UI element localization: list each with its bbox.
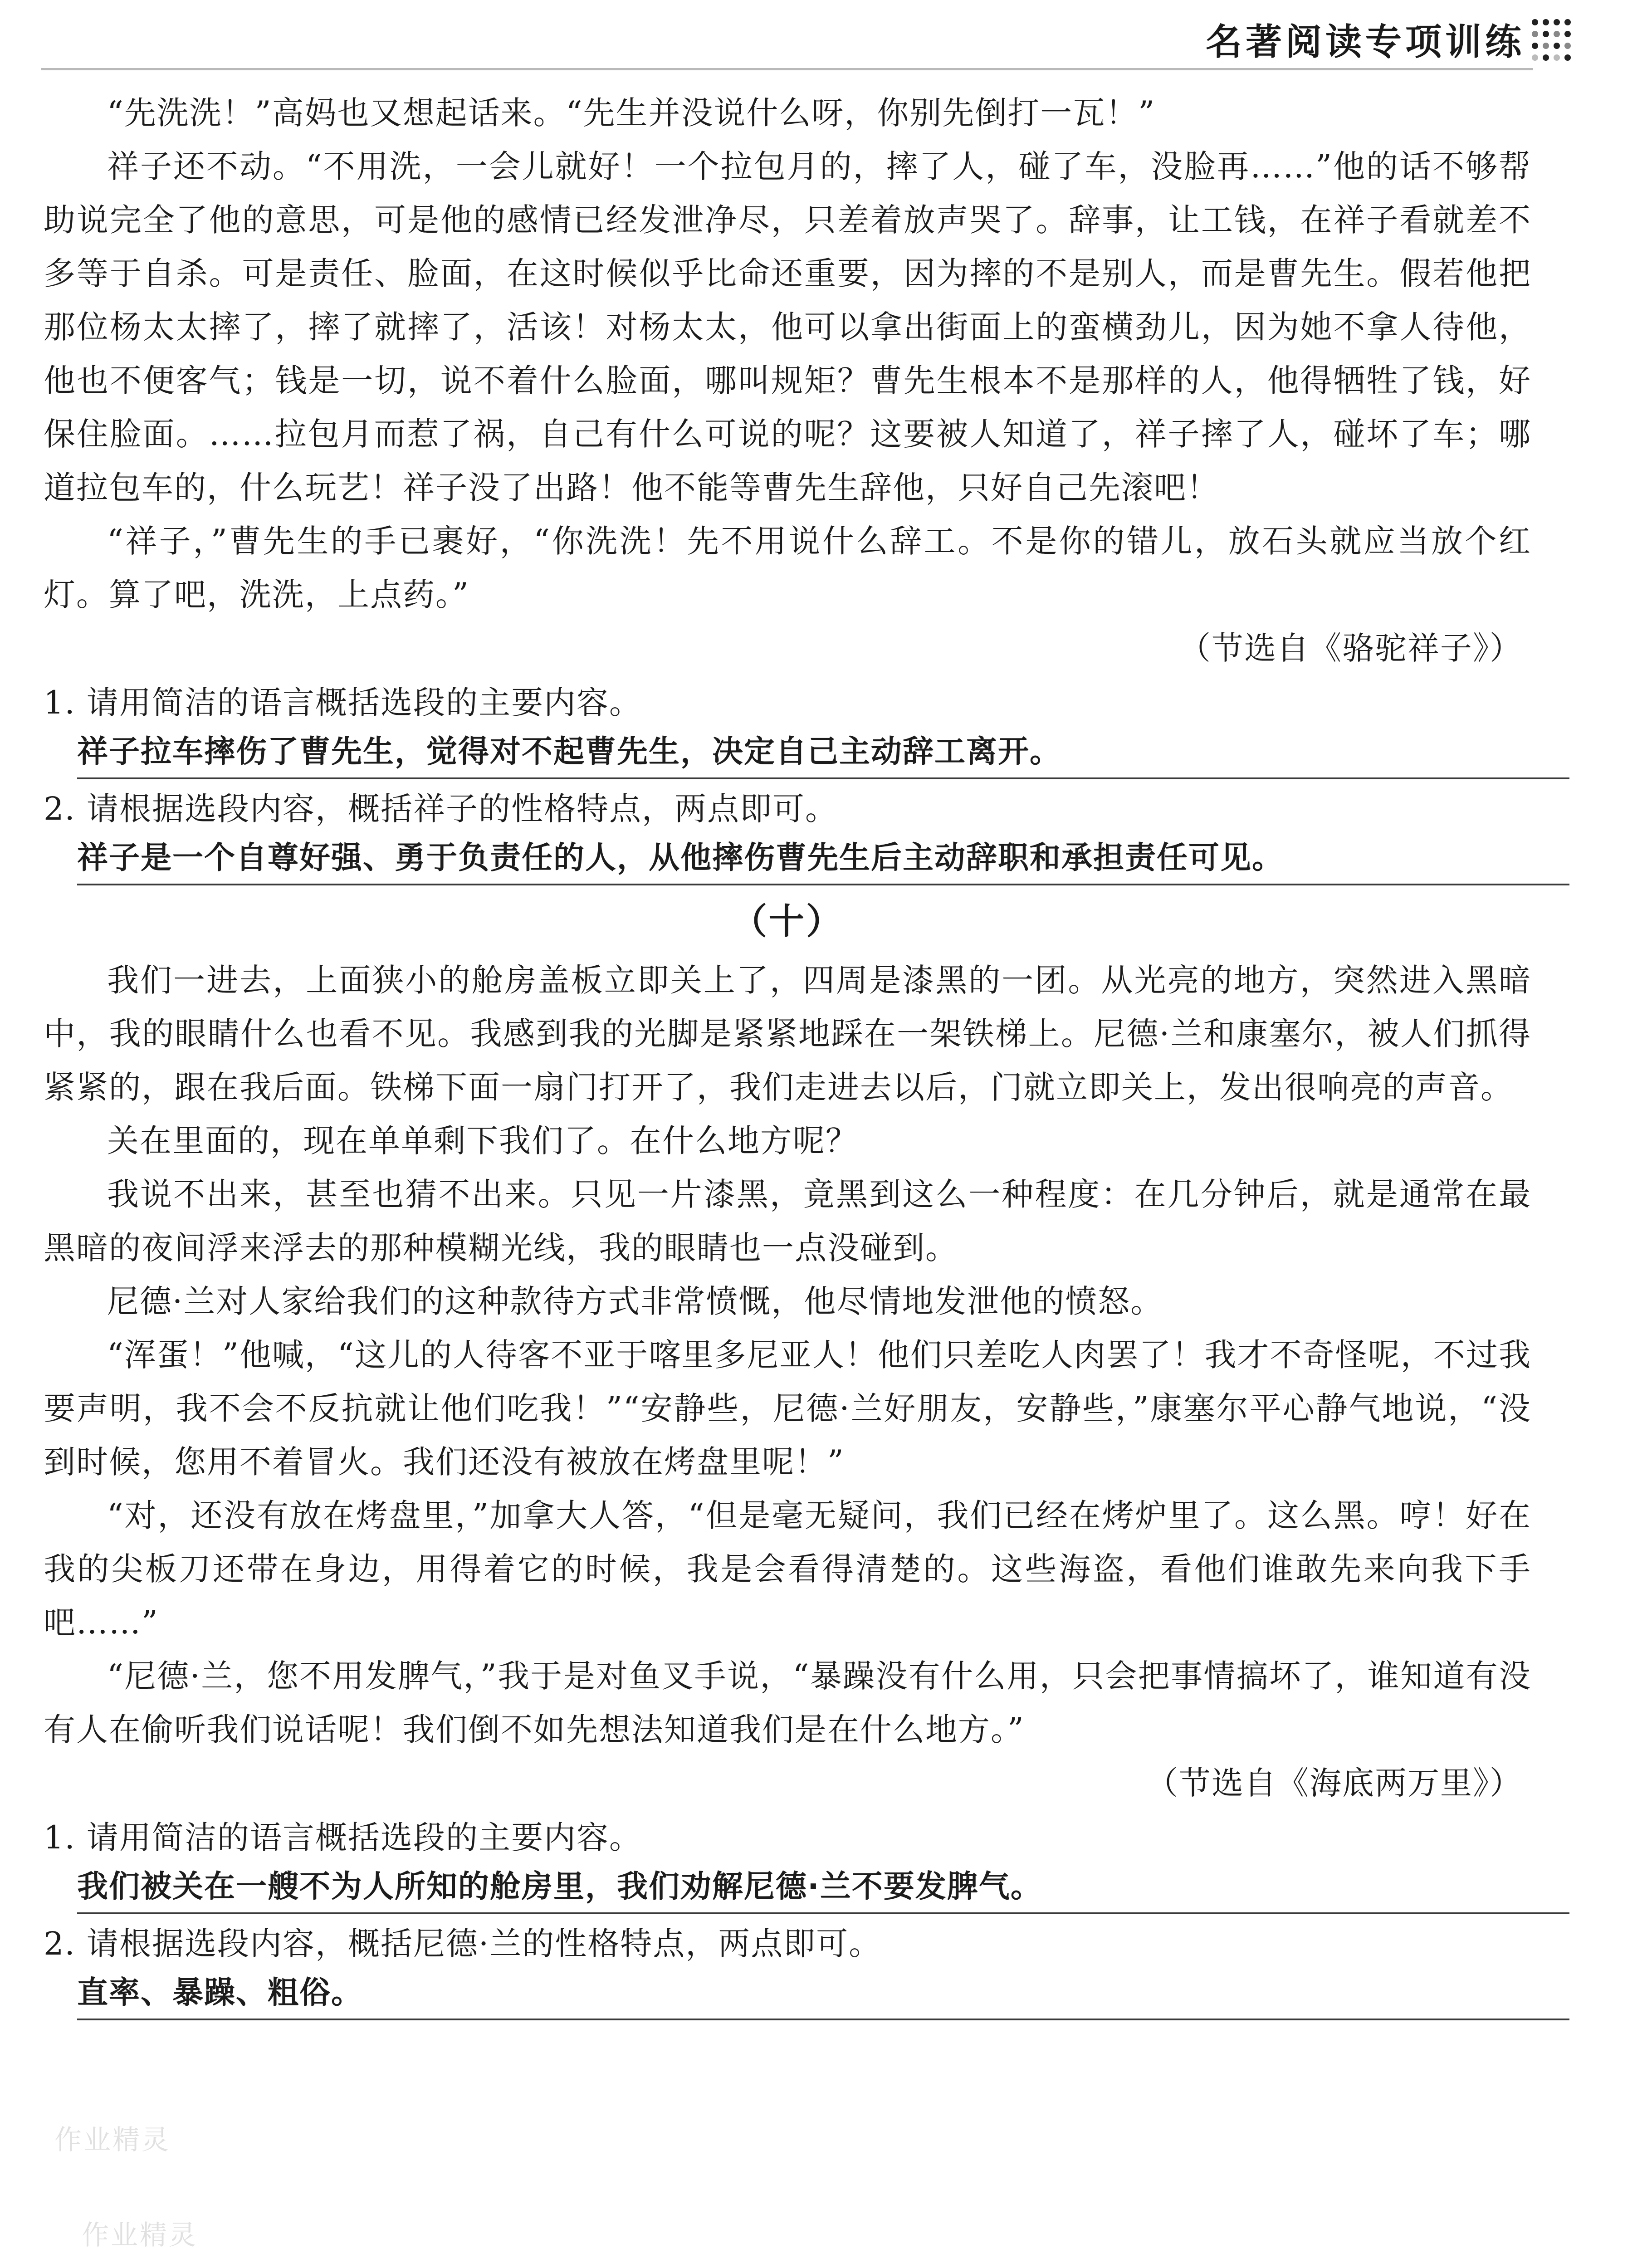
section-title: （十） [731, 901, 843, 942]
passage-paragraph: 我们一进去，上面狭小的舱房盖板立即关上了，四周是漆黑的一团。从光亮的地方，突然进入黑暗中，我的眼睛什么也看不见。我感到我的光脚是紧紧地踩在一架铁梯上。尼德·兰和康塞尔，被人们抓得紧紧的，跟在我后面。铁梯下面一扇门打开了，我们走进去以后，门就立即关上，发出很响亮的声音。 [44, 962, 1531, 1106]
passage-paragraph: “祥子，”曹先生的手已裹好，“你洗洗！先不用说什么辞工。不是你的错儿，放石头就应当放个红灯。算了吧，洗洗，上点药。” [44, 523, 1531, 613]
header-dots-icon [1530, 16, 1579, 66]
passage-source: （节选自《海底两万里》） [1146, 1765, 1522, 1802]
question-1: 1. 请用简洁的语言概括选段的主要内容。 [44, 1819, 642, 1856]
passage-paragraph: “先洗洗！”高妈也又想起话来。“先生并没说什么呀，你别先倒打一瓦！” [107, 94, 1156, 132]
content [44, 86, 1531, 2025]
passage-paragraph: 祥子还不动。“不用洗，一会儿就好！一个拉包月的，摔了人，碰了车，没脸再……”他的话不够帮助说完全了他的意思，可是他的感情已经发泄净尽，只差着放声哭了。辞事，让工钱，在祥子看就差不多等于自杀。可是责任、脸面，在这时候似乎比命还重要，因为摔的不是别人，而是曹先生。假若他把那位杨太太摔了，摔了就摔了，活该！对杨太太，他可以拿出街面上的蛮横劲儿，因为她不拿人待他，他也不便客气；钱是一切，说不着什么脸面，哪叫规矩？曹先生根本不是那样的人，他得牺牲了钱，好保住脸面。……拉包月而惹了祸，自己有什么可说的呢？这要被人知道了，祥子摔了人，碰坏了车；哪道拉包车的，什么玩艺！祥子没了出路！他不能等曹先生辞他，只好自己先滚吧！ [44, 148, 1531, 506]
passage-9 [44, 86, 1531, 885]
answer-2: 直率、暴躁、粗俗。 [77, 1969, 1569, 2020]
answer-1: 祥子拉车摔伤了曹先生，觉得对不起曹先生，决定自己主动辞工离开。 [77, 728, 1569, 779]
question-2: 2. 请根据选段内容，概括祥子的性格特点，两点即可。 [44, 790, 838, 827]
answer-1: 我们被关在一艘不为人所知的舱房里，我们劝解尼德·兰不要发脾气。 [77, 1862, 1569, 1914]
passage-source: （节选自《骆驼祥子》） [1179, 630, 1522, 667]
passage-paragraph: “尼德·兰，您不用发脾气，”我于是对鱼叉手说，“暴躁没有什么用，只会把事情搞坏了，谁知道有没有人在偷听我们说话呢！我们倒不如先想法知道我们是在什么地方。” [44, 1657, 1531, 1748]
header-title: 名著阅读专项训练 [1206, 20, 1525, 63]
passage-paragraph: “对，还没有放在烤盘里，”加拿大人答，“但是毫无疑问，我们已经在烤炉里了。这么黑。哼！好在我的尖板刀还带在身边，用得着它的时候，我是会看得清楚的。这些海盗，看他们谁敢先来向我下手吧……” [44, 1497, 1531, 1641]
passage-paragraph: 尼德·兰对人家给我们的这种款待方式非常愤慨，他尽情地发泄他的愤怒。 [107, 1283, 1163, 1320]
watermark: 作业精灵 [54, 2124, 171, 2156]
header-rule [41, 68, 1533, 70]
header [1206, 9, 1525, 68]
passage-paragraph: 关在里面的，现在单单剩下我们了。在什么地方呢？ [107, 1122, 858, 1159]
watermark: 作业精灵 [82, 2219, 198, 2251]
question-1: 1. 请用简洁的语言概括选段的主要内容。 [44, 684, 642, 721]
passage-paragraph: 我说不出来，甚至也猜不出来。只见一片漆黑，竟黑到这么一种程度：在几分钟后，就是通常在最黑暗的夜间浮来浮去的那种模糊光线，我的眼睛也一点没碰到。 [44, 1176, 1531, 1266]
passage-paragraph: “浑蛋！”他喊，“这儿的人待客不亚于喀里多尼亚人！他们只差吃人肉罢了！我才不奇怪呢，不过我要声明，我不会不反抗就让他们吃我！”“安静些，尼德·兰好朋友，安静些，”康塞尔平心静气地说，“没到时候，您用不着冒火。我们还没有被放在烤盘里呢！” [44, 1336, 1531, 1481]
answer-2: 祥子是一个自尊好强、勇于负责任的人，从他摔伤曹先生后主动辞职和承担责任可见。 [77, 834, 1569, 885]
passage-10 [44, 890, 1531, 2020]
question-2: 2. 请根据选段内容，概括尼德·兰的性格特点，两点即可。 [44, 1925, 882, 1962]
